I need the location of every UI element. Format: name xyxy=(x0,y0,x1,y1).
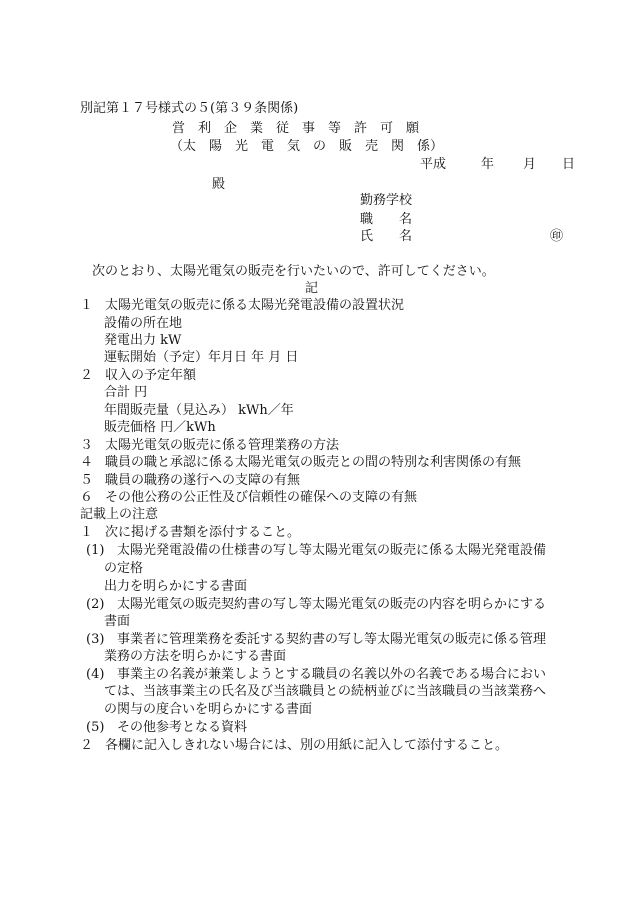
item-6-number: ６ xyxy=(80,490,94,505)
item-3-number: ３ xyxy=(80,438,94,453)
applicant-school-label: 勤務学校 xyxy=(360,193,413,208)
item-2-text: 収入の予定年額 xyxy=(105,368,197,383)
applicant-position-label: 職 名 xyxy=(360,212,413,227)
note-sub-4-line-1: 事業主の名義が兼業しようとする職員の名義以外の名義である場合におい xyxy=(117,667,547,682)
note-sub-5-number: (5) xyxy=(86,720,105,735)
item-2-number: ２ xyxy=(80,368,94,383)
item-3-text: 太陽光電気の販売に係る管理業務の方法 xyxy=(105,438,340,453)
item-1-number: １ xyxy=(80,298,94,313)
form-title: 営 利 企 業 従 事 等 許 可 願 xyxy=(172,121,420,136)
notes-heading: 記載上の注意 xyxy=(80,507,159,522)
item-4-text: 職員の職と承認に係る太陽光電気の販売との間の特別な利害関係の有無 xyxy=(105,455,522,470)
intro-text: 次のとおり、太陽光電気の販売を行いたいので、許可してください。 xyxy=(92,264,495,279)
note-sub-1-line-1: 太陽光発電設備の仕様書の写し等太陽光電気の販売に係る太陽光発電設備 xyxy=(117,543,547,558)
item-5-number: ５ xyxy=(80,473,94,488)
note-sub-4-line-3: の関与の度合いを明らかにする書面 xyxy=(104,702,313,717)
item-2-price: 販売価格 円／kWh xyxy=(104,420,216,435)
item-1-start-date: 運転開始（予定）年月日 年 月 日 xyxy=(104,350,299,365)
addressee: 殿 xyxy=(212,177,226,192)
item-6-text: その他公務の公正性及び信頼性の確保への支障の有無 xyxy=(105,490,418,505)
note-sub-3-line-2: 業務の方法を明らかにする書面 xyxy=(104,649,287,664)
applicant-name-label: 氏 名 xyxy=(360,229,413,244)
note-sub-3-line-1: 事業者に管理業務を委託する契約書の写し等太陽光電気の販売に係る管理 xyxy=(117,632,547,647)
note-sub-1-number: (1) xyxy=(86,543,105,558)
note-sub-3-number: (3) xyxy=(86,632,105,647)
item-2-total: 合計 円 xyxy=(104,385,148,400)
note-sub-2-line-2: 書面 xyxy=(104,614,131,629)
date-month: 月 xyxy=(523,157,537,172)
note-2-text: 各欄に記入しきれない場合には、別の用紙に記入して添付すること。 xyxy=(105,738,509,753)
note-sub-2-line-1: 太陽光電気の販売契約書の写し等太陽光電気の販売の内容を明らかにする xyxy=(117,597,547,612)
item-1-text: 太陽光電気の販売に係る太陽光発電設備の設置状況 xyxy=(105,298,405,313)
note-sub-4-number: (4) xyxy=(86,667,105,682)
note-sub-5-text: その他参考となる資料 xyxy=(117,720,248,735)
date-era: 平成 xyxy=(420,157,447,172)
date-year: 年 xyxy=(481,157,495,172)
note-sub-4-line-2: ては、当該事業主の氏名及び当該職員との続柄並びに当該職員の当該業務へ xyxy=(104,684,547,699)
note-2-number: ２ xyxy=(80,738,94,753)
form-subtitle: （太 陽 光 電 気 の 販 売 関 係） xyxy=(170,139,444,154)
seal-mark: ㊞ xyxy=(550,229,564,244)
note-1-number: １ xyxy=(80,525,94,540)
note-sub-1-line-2: の定格 xyxy=(104,561,144,576)
date-day: 日 xyxy=(562,157,576,172)
form-reference: 別記第１７号様式の５(第３９条関係) xyxy=(80,101,299,116)
item-1-output: 発電出力 kW xyxy=(104,333,182,348)
ki-heading: 記 xyxy=(305,281,319,296)
note-sub-2-number: (2) xyxy=(86,597,105,612)
note-sub-1-line-3: 出力を明らかにする書面 xyxy=(104,579,248,594)
item-4-number: ４ xyxy=(80,455,94,470)
note-1-text: 次に掲げる書類を添付すること。 xyxy=(105,525,301,540)
item-5-text: 職員の職務の遂行への支障の有無 xyxy=(105,473,301,488)
item-2-annual-volume: 年間販売量（見込み） kWh／年 xyxy=(104,403,294,418)
item-1-location: 設備の所在地 xyxy=(104,316,183,331)
